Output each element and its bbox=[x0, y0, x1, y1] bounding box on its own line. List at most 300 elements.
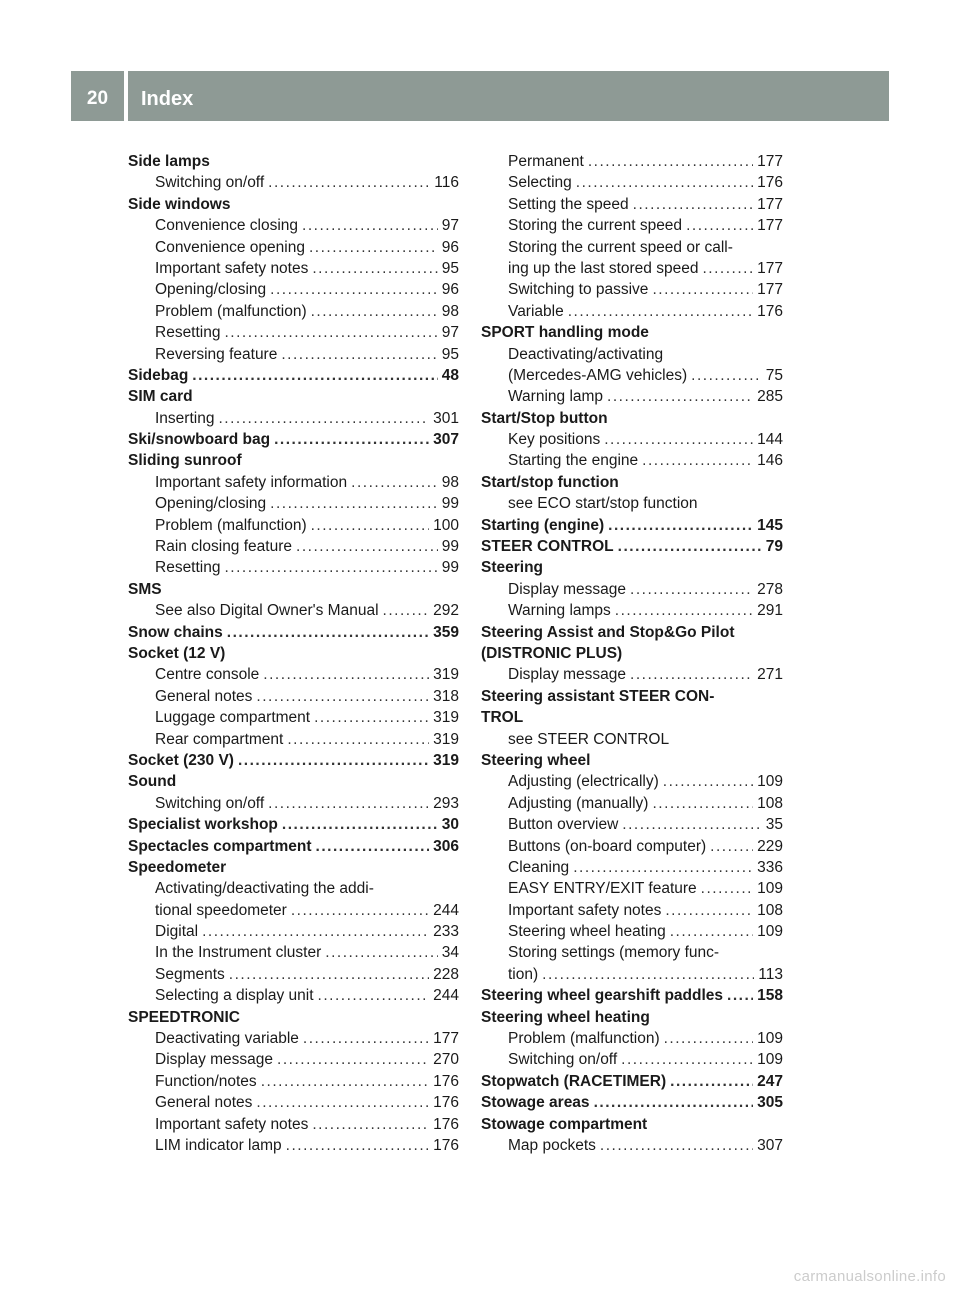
page-reference: 177 bbox=[757, 281, 783, 299]
index-subentry bbox=[128, 322, 459, 343]
page-reference: 307 bbox=[757, 1136, 783, 1154]
entry-text: Starting (engine) bbox=[481, 516, 605, 534]
section-title: Index bbox=[141, 88, 194, 110]
entry-text: Steering assistant STEER CON- bbox=[481, 687, 715, 705]
page-reference: 145 bbox=[757, 516, 783, 534]
entry-text: Start/stop function bbox=[481, 473, 619, 491]
entry-text: Selecting a display unit bbox=[155, 987, 314, 1005]
dot-leader bbox=[588, 151, 753, 172]
entry-text: Storing settings (memory func- bbox=[508, 944, 720, 962]
dot-leader bbox=[270, 279, 438, 300]
index-heading bbox=[481, 1092, 783, 1113]
index-heading bbox=[128, 1007, 459, 1028]
page-reference: 109 bbox=[757, 1051, 783, 1069]
entry-text: see ECO start/stop function bbox=[508, 495, 698, 513]
entry-text: Adjusting (manually) bbox=[508, 794, 649, 812]
entry-text: Convenience opening bbox=[155, 238, 305, 256]
index-heading bbox=[128, 386, 459, 407]
entry-text: Resetting bbox=[155, 324, 221, 342]
dot-leader bbox=[218, 408, 429, 429]
index-heading bbox=[128, 622, 459, 643]
entry-text: Buttons (on-board computer) bbox=[508, 837, 707, 855]
index-subentry bbox=[128, 1028, 459, 1049]
dot-leader bbox=[325, 942, 437, 963]
entry-text: Rain closing feature bbox=[155, 538, 292, 556]
entry-text: Switching on/off bbox=[155, 174, 265, 192]
index-column-left bbox=[128, 151, 459, 1156]
entry-text: Switching on/off bbox=[155, 794, 265, 812]
entry-text: Opening/closing bbox=[155, 495, 267, 513]
page-number: 20 bbox=[86, 88, 109, 109]
page-reference: 336 bbox=[757, 858, 783, 876]
entry-text: Display message bbox=[508, 666, 627, 684]
entry-text: Stowage areas bbox=[481, 1094, 590, 1112]
entry-text: EASY ENTRY/EXIT feature bbox=[508, 880, 697, 898]
index-subentry bbox=[128, 900, 459, 921]
index-subentry bbox=[481, 172, 783, 193]
page-reference: 177 bbox=[757, 153, 783, 170]
dot-leader bbox=[604, 429, 753, 450]
entry-text: Cleaning bbox=[508, 858, 570, 876]
dot-leader bbox=[702, 258, 753, 279]
dot-leader bbox=[608, 515, 753, 536]
dot-leader bbox=[281, 344, 437, 365]
index-subentry bbox=[481, 365, 783, 386]
dot-leader bbox=[270, 493, 438, 514]
page-reference: 96 bbox=[441, 238, 459, 256]
index-heading bbox=[481, 408, 783, 429]
page-reference: 176 bbox=[433, 1136, 459, 1154]
index-subentry bbox=[128, 1049, 459, 1070]
index-subentry bbox=[481, 900, 783, 921]
index-subentry bbox=[481, 1049, 783, 1070]
dot-leader bbox=[642, 450, 753, 471]
index-subentry bbox=[481, 836, 783, 857]
index-subentry bbox=[481, 151, 783, 172]
dot-leader bbox=[383, 600, 430, 621]
entry-text: Button overview bbox=[508, 816, 619, 834]
entry-text: Warning lamp bbox=[508, 388, 604, 406]
index-subentry bbox=[481, 258, 783, 279]
page-reference: 109 bbox=[757, 1030, 783, 1048]
index-subentry bbox=[481, 215, 783, 236]
index-heading bbox=[481, 472, 783, 493]
dot-leader bbox=[594, 1092, 754, 1113]
index-subentry bbox=[128, 793, 459, 814]
index-subentry bbox=[128, 536, 459, 557]
dot-leader bbox=[615, 600, 753, 621]
index-subentry bbox=[481, 579, 783, 600]
page-reference: 318 bbox=[433, 687, 459, 705]
index-subentry bbox=[128, 279, 459, 300]
dot-leader bbox=[277, 1049, 429, 1070]
entry-text: Inserting bbox=[155, 409, 215, 427]
page-reference: 116 bbox=[434, 174, 459, 192]
entry-text: Steering wheel heating bbox=[481, 1008, 650, 1026]
index-subentry bbox=[128, 921, 459, 942]
entry-text: Display message bbox=[155, 1051, 274, 1069]
entry-text: Key positions bbox=[508, 431, 601, 449]
entry-text: see STEER CONTROL bbox=[508, 730, 670, 748]
entry-text: Stowage compartment bbox=[481, 1115, 648, 1133]
entry-text: Snow chains bbox=[128, 623, 223, 641]
entry-text: Function/notes bbox=[155, 1072, 257, 1090]
dot-leader bbox=[630, 664, 753, 685]
index-subentry bbox=[481, 878, 783, 899]
entry-text: Side lamps bbox=[128, 153, 210, 170]
dot-leader bbox=[618, 536, 762, 557]
dot-leader bbox=[256, 686, 429, 707]
entry-text: SPORT handling mode bbox=[481, 324, 649, 342]
index-subentry bbox=[128, 172, 459, 193]
page-reference: 96 bbox=[441, 281, 459, 299]
index-heading bbox=[128, 836, 459, 857]
dot-leader bbox=[663, 771, 753, 792]
dot-leader bbox=[622, 814, 761, 835]
index-heading bbox=[481, 750, 783, 771]
entry-text: See also Digital Owner's Manual bbox=[155, 602, 379, 620]
index-subentry bbox=[128, 1092, 459, 1113]
dot-leader bbox=[256, 1092, 429, 1113]
dot-leader bbox=[311, 301, 438, 322]
dot-leader bbox=[316, 836, 430, 857]
entry-text: Reversing feature bbox=[155, 345, 278, 363]
dot-leader bbox=[227, 622, 429, 643]
entry-text: Ski/snowboard bag bbox=[128, 431, 271, 449]
page-reference: 97 bbox=[441, 217, 459, 235]
entry-text: Steering Assist and Stop&Go Pilot bbox=[481, 623, 735, 641]
index-subentry bbox=[481, 386, 783, 407]
index-subentry bbox=[481, 600, 783, 621]
entry-text: Adjusting (electrically) bbox=[508, 773, 659, 791]
index-subentry bbox=[128, 557, 459, 578]
dot-leader bbox=[318, 985, 430, 1006]
index-heading bbox=[128, 857, 459, 878]
entry-text: Starting the engine bbox=[508, 452, 639, 470]
page-reference: 109 bbox=[757, 923, 783, 941]
page-reference: 100 bbox=[433, 516, 459, 534]
index-heading bbox=[128, 429, 459, 450]
entry-text: SPEEDTRONIC bbox=[128, 1008, 240, 1026]
entry-text: Centre console bbox=[155, 666, 260, 684]
entry-text: Storing the current speed or call- bbox=[508, 238, 733, 256]
page-reference: 176 bbox=[433, 1072, 459, 1090]
entry-text: Segments bbox=[155, 965, 225, 983]
index-subentry bbox=[481, 771, 783, 792]
dot-leader bbox=[263, 664, 429, 685]
page-reference: 177 bbox=[757, 259, 783, 277]
entry-text: Warning lamps bbox=[508, 602, 611, 620]
dot-leader bbox=[274, 429, 429, 450]
index-subentry bbox=[128, 664, 459, 685]
page-reference: 291 bbox=[757, 602, 783, 620]
dot-leader bbox=[286, 1135, 429, 1156]
index-heading bbox=[128, 771, 459, 792]
entry-text: Problem (malfunction) bbox=[155, 516, 307, 534]
index-subentry bbox=[128, 408, 459, 429]
index-subentry bbox=[481, 493, 783, 514]
index-subentry bbox=[481, 857, 783, 878]
entry-text: Specialist workshop bbox=[128, 816, 278, 834]
index-subentry bbox=[481, 729, 783, 750]
dot-leader bbox=[710, 836, 753, 857]
page-reference: 307 bbox=[433, 431, 459, 449]
index-subentry bbox=[481, 942, 783, 963]
page-reference: 108 bbox=[757, 901, 783, 919]
dot-leader bbox=[727, 985, 753, 1006]
index-heading bbox=[481, 515, 783, 536]
dot-leader bbox=[224, 557, 437, 578]
index-subentry bbox=[128, 686, 459, 707]
dot-leader bbox=[630, 579, 753, 600]
entry-text: General notes bbox=[155, 687, 253, 705]
index-subentry bbox=[128, 942, 459, 963]
dot-leader bbox=[229, 964, 429, 985]
dot-leader bbox=[664, 1028, 754, 1049]
page-reference: 233 bbox=[433, 923, 459, 941]
entry-text: Switching to passive bbox=[508, 281, 649, 299]
index-heading bbox=[481, 557, 783, 578]
index-heading bbox=[128, 579, 459, 600]
index-heading bbox=[128, 151, 459, 172]
watermark: carmanualsonline.info bbox=[793, 1268, 946, 1285]
dot-leader bbox=[302, 215, 438, 236]
page-reference: 176 bbox=[433, 1115, 459, 1133]
page-reference: 30 bbox=[441, 816, 459, 834]
index-heading bbox=[481, 707, 783, 728]
page-header bbox=[71, 71, 889, 121]
entry-text: Steering wheel bbox=[481, 751, 591, 769]
dot-leader bbox=[314, 707, 429, 728]
dot-leader bbox=[312, 258, 437, 279]
entry-text: In the Instrument cluster bbox=[155, 944, 322, 962]
page-reference: 278 bbox=[757, 580, 783, 598]
dot-leader bbox=[670, 1071, 753, 1092]
entry-text: Deactivating variable bbox=[155, 1030, 299, 1048]
page-reference: 97 bbox=[441, 324, 459, 342]
index-heading bbox=[481, 1114, 783, 1135]
page-reference: 285 bbox=[757, 388, 783, 406]
index-subentry bbox=[128, 215, 459, 236]
dot-leader bbox=[686, 215, 753, 236]
index-heading bbox=[128, 814, 459, 835]
index-heading bbox=[481, 985, 783, 1006]
page-reference: 176 bbox=[757, 302, 783, 320]
index-heading bbox=[481, 536, 783, 557]
header-divider bbox=[124, 71, 128, 121]
dot-leader bbox=[224, 322, 437, 343]
page-reference: 144 bbox=[757, 431, 783, 449]
index-heading bbox=[128, 643, 459, 664]
page-reference: 319 bbox=[433, 666, 459, 684]
index-subentry bbox=[481, 279, 783, 300]
index-subentry bbox=[481, 450, 783, 471]
entry-text: Steering wheel heating bbox=[508, 923, 666, 941]
page-reference: 109 bbox=[757, 880, 783, 898]
index-heading bbox=[481, 643, 783, 664]
page-reference: 305 bbox=[757, 1094, 783, 1112]
entry-text: Side windows bbox=[128, 195, 231, 213]
entry-text: Important safety notes bbox=[155, 259, 309, 277]
dot-leader bbox=[670, 921, 753, 942]
entry-text: tional speedometer bbox=[155, 901, 287, 919]
index-heading bbox=[128, 194, 459, 215]
entry-text: Luggage compartment bbox=[155, 709, 311, 727]
dot-leader bbox=[268, 172, 430, 193]
dot-leader bbox=[202, 921, 429, 942]
page-reference: 177 bbox=[757, 195, 783, 213]
page-reference: 109 bbox=[757, 773, 783, 791]
index-subentry bbox=[128, 1114, 459, 1135]
entry-text: Map pockets bbox=[508, 1136, 596, 1154]
index-subentry bbox=[481, 344, 783, 365]
entry-text: Convenience closing bbox=[155, 217, 299, 235]
dot-leader bbox=[296, 536, 438, 557]
entry-text: Socket (12 V) bbox=[128, 644, 226, 662]
index-heading bbox=[481, 1007, 783, 1028]
index-subentry bbox=[481, 237, 783, 258]
dot-leader bbox=[268, 793, 429, 814]
page-reference: 108 bbox=[757, 794, 783, 812]
entry-text: Start/Stop button bbox=[481, 409, 608, 427]
page-reference: 301 bbox=[433, 409, 459, 427]
index-heading bbox=[481, 622, 783, 643]
page-reference: 75 bbox=[765, 366, 783, 384]
index-subentry bbox=[128, 729, 459, 750]
dot-leader bbox=[652, 279, 753, 300]
page-reference: 35 bbox=[765, 816, 783, 834]
entry-text: Socket (230 V) bbox=[128, 751, 234, 769]
index-subentry bbox=[128, 985, 459, 1006]
entry-text: Important safety notes bbox=[155, 1115, 309, 1133]
page-reference: 228 bbox=[433, 965, 459, 983]
page-reference: 113 bbox=[758, 965, 783, 983]
dot-leader bbox=[287, 729, 429, 750]
dot-leader bbox=[576, 172, 753, 193]
dot-leader bbox=[665, 900, 753, 921]
page-reference: 244 bbox=[433, 987, 459, 1005]
dot-leader bbox=[573, 857, 753, 878]
page-reference: 293 bbox=[433, 794, 459, 812]
page-reference: 244 bbox=[433, 901, 459, 919]
index-subentry bbox=[128, 707, 459, 728]
index-subentry bbox=[481, 793, 783, 814]
dot-leader bbox=[238, 750, 429, 771]
index-subentry bbox=[128, 258, 459, 279]
index-subentry bbox=[128, 237, 459, 258]
index-subentry bbox=[481, 1028, 783, 1049]
index-subentry bbox=[128, 472, 459, 493]
index-heading bbox=[128, 365, 459, 386]
entry-text: Problem (malfunction) bbox=[155, 302, 307, 320]
dot-leader bbox=[303, 1028, 429, 1049]
page-reference: 177 bbox=[757, 217, 783, 235]
entry-text: Variable bbox=[508, 302, 564, 320]
page-reference: 146 bbox=[757, 452, 783, 470]
entry-text: General notes bbox=[155, 1094, 253, 1112]
page-reference: 176 bbox=[757, 174, 783, 192]
page-reference: 319 bbox=[433, 730, 459, 748]
entry-text: Opening/closing bbox=[155, 281, 267, 299]
entry-text: STEER CONTROL bbox=[481, 538, 614, 556]
entry-text: Activating/deactivating the addi- bbox=[155, 880, 374, 898]
page-reference: 176 bbox=[433, 1094, 459, 1112]
index-subentry bbox=[481, 429, 783, 450]
page-reference: 292 bbox=[433, 602, 459, 620]
index-subentry bbox=[128, 344, 459, 365]
entry-text: Setting the speed bbox=[508, 195, 629, 213]
entry-text: Switching on/off bbox=[508, 1051, 618, 1069]
entry-text: Sound bbox=[128, 773, 177, 791]
dot-leader bbox=[607, 386, 753, 407]
page-reference: 48 bbox=[441, 366, 459, 384]
entry-text: Important safety information bbox=[155, 473, 348, 491]
page-reference: 229 bbox=[757, 837, 783, 855]
dot-leader bbox=[652, 793, 753, 814]
page-reference: 319 bbox=[433, 751, 459, 769]
index-subentry bbox=[128, 1071, 459, 1092]
index-subentry bbox=[481, 964, 783, 985]
dot-leader bbox=[351, 472, 438, 493]
index-subentry bbox=[481, 664, 783, 685]
entry-text: Storing the current speed bbox=[508, 217, 683, 235]
index-subentry bbox=[128, 1135, 459, 1156]
entry-text: Sidebag bbox=[128, 366, 189, 384]
dot-leader bbox=[261, 1071, 429, 1092]
page-reference: 99 bbox=[441, 495, 459, 513]
page-reference: 319 bbox=[433, 709, 459, 727]
index-subentry bbox=[128, 878, 459, 899]
index-subentry bbox=[481, 921, 783, 942]
entry-text: Digital bbox=[155, 923, 199, 941]
entry-text: ing up the last stored speed bbox=[508, 259, 699, 277]
page-reference: 98 bbox=[441, 302, 459, 320]
index-subentry bbox=[481, 1135, 783, 1156]
index-subentry bbox=[128, 515, 459, 536]
page-reference: 79 bbox=[765, 538, 783, 556]
index-subentry bbox=[128, 301, 459, 322]
dot-leader bbox=[282, 814, 438, 835]
dot-leader bbox=[568, 301, 753, 322]
page-reference: 306 bbox=[433, 837, 459, 855]
page-reference: 95 bbox=[441, 345, 459, 363]
entry-text: Resetting bbox=[155, 559, 221, 577]
index-subentry bbox=[128, 493, 459, 514]
page-reference: 177 bbox=[433, 1030, 459, 1048]
dot-leader bbox=[633, 194, 753, 215]
dot-leader bbox=[192, 365, 437, 386]
dot-leader bbox=[312, 1114, 429, 1135]
entry-text: tion) bbox=[508, 965, 539, 983]
page-reference: 34 bbox=[441, 944, 459, 962]
index-heading bbox=[128, 450, 459, 471]
dot-leader bbox=[542, 964, 754, 985]
index-heading bbox=[481, 1071, 783, 1092]
index-heading bbox=[481, 322, 783, 343]
entry-text: Speedometer bbox=[128, 858, 227, 876]
entry-text: (Mercedes-AMG vehicles) bbox=[508, 366, 688, 384]
dot-leader bbox=[600, 1135, 753, 1156]
page-reference: 158 bbox=[757, 987, 783, 1005]
index-subentry bbox=[128, 964, 459, 985]
index-heading bbox=[128, 750, 459, 771]
entry-text: Sliding sunroof bbox=[128, 452, 242, 470]
page-reference: 359 bbox=[433, 623, 459, 641]
index-subentry bbox=[481, 814, 783, 835]
entry-text: Permanent bbox=[508, 153, 584, 170]
dot-leader bbox=[309, 237, 438, 258]
page-reference: 270 bbox=[433, 1051, 459, 1069]
